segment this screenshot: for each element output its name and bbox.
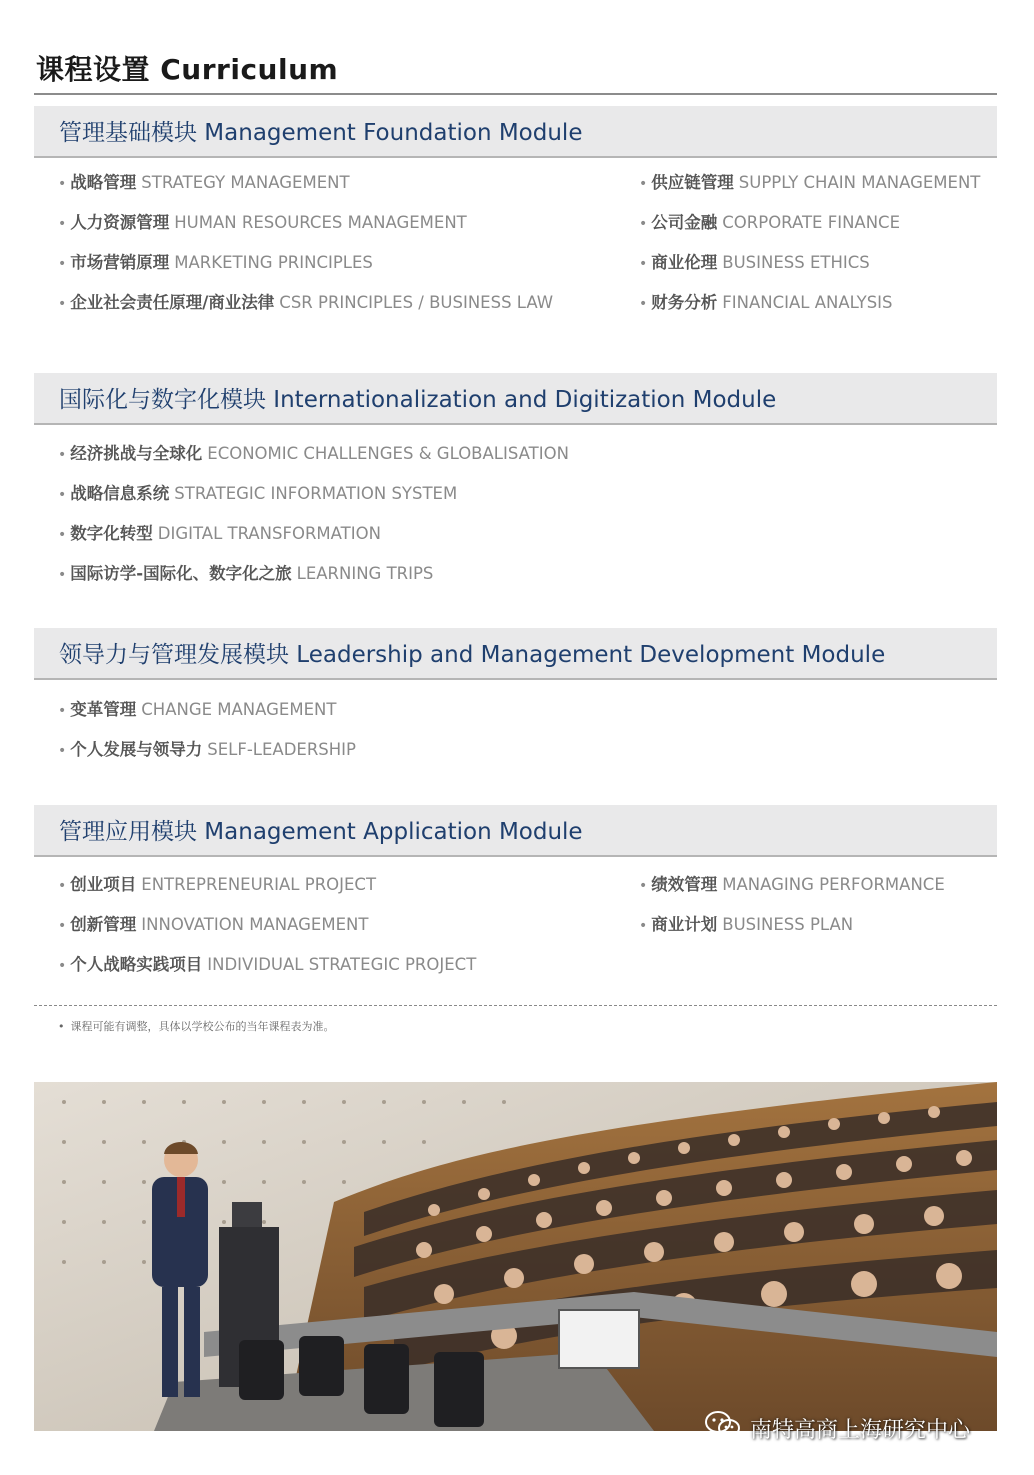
course-item	[58, 915, 368, 936]
course-name-en: CHANGE MANAGEMENT	[141, 700, 337, 719]
course-name-en: BUSINESS ETHICS	[722, 253, 870, 272]
module-title: 管理基础模块 Management Foundation Module	[59, 120, 583, 146]
course-item	[58, 875, 376, 896]
course-name-zh: 商业计划	[651, 915, 718, 934]
course-item	[58, 740, 356, 761]
course-name-zh: 个人战略实践项目	[70, 955, 203, 974]
module-header-foundation	[34, 106, 997, 158]
bullet: •	[639, 878, 648, 894]
course-name-en: ENTREPRENEURIAL PROJECT	[141, 875, 377, 894]
course-item	[639, 173, 980, 194]
module-header-leadership	[34, 628, 997, 680]
course-name-en: STRATEGY MANAGEMENT	[141, 173, 350, 192]
course-item	[58, 955, 476, 976]
course-name-en: STRATEGIC INFORMATION SYSTEM	[174, 484, 458, 503]
module-header-application	[34, 805, 997, 857]
bullet: •	[58, 256, 67, 272]
course-name-zh: 数字化转型	[70, 524, 153, 543]
course-name-en: SELF-LEADERSHIP	[207, 740, 356, 759]
course-name-zh: 财务分析	[651, 293, 718, 312]
course-name-en: HUMAN RESOURCES MANAGEMENT	[174, 213, 467, 232]
bullet: •	[58, 216, 67, 232]
course-name-en: SUPPLY CHAIN MANAGEMENT	[738, 173, 981, 192]
course-name-zh: 个人发展与领导力	[70, 740, 203, 759]
course-item	[58, 253, 373, 274]
module-title: 管理应用模块 Management Application Module	[59, 819, 583, 845]
course-name-zh: 国际访学-国际化、数字化之旅	[70, 564, 292, 583]
course-name-en: INNOVATION MANAGEMENT	[141, 915, 369, 934]
footnote-divider	[34, 1005, 997, 1006]
bullet: •	[639, 918, 648, 934]
course-item	[639, 213, 900, 234]
bullet: •	[58, 487, 67, 503]
course-item	[58, 700, 336, 721]
bullet: •	[58, 1020, 65, 1033]
course-name-zh: 商业伦理	[651, 253, 718, 272]
course-item	[58, 564, 433, 585]
course-item	[639, 253, 870, 274]
module-title: 领导力与管理发展模块 Leadership and Management Development Module	[59, 642, 886, 668]
course-name-zh: 人力资源管理	[70, 213, 170, 232]
course-name-en: MARKETING PRINCIPLES	[174, 253, 373, 272]
course-item	[58, 444, 569, 465]
course-name-zh: 变革管理	[70, 700, 137, 719]
course-name-en: CSR PRINCIPLES / BUSINESS LAW	[279, 293, 554, 312]
course-name-zh: 市场营销原理	[70, 253, 170, 272]
bullet: •	[58, 296, 67, 312]
course-name-en: ECONOMIC CHALLENGES & GLOBALISATION	[207, 444, 569, 463]
course-name-zh: 战略管理	[70, 173, 137, 192]
bullet: •	[58, 567, 67, 583]
lecture-hall-photo	[34, 1082, 997, 1431]
course-name-zh: 企业社会责任原理/商业法律	[70, 293, 275, 312]
bullet: •	[58, 918, 67, 934]
wechat-icon	[704, 1410, 742, 1446]
course-name-en: BUSINESS PLAN	[722, 915, 854, 934]
course-name-en: FINANCIAL ANALYSIS	[722, 293, 893, 312]
bullet: •	[639, 256, 648, 272]
bullet: •	[639, 216, 648, 232]
course-name-en: DIGITAL TRANSFORMATION	[157, 524, 381, 543]
course-item	[58, 524, 381, 545]
course-name-en: CORPORATE FINANCE	[722, 213, 901, 232]
title-divider	[34, 93, 997, 95]
bullet: •	[58, 743, 67, 759]
course-name-zh: 公司金融	[651, 213, 718, 232]
course-name-zh: 创新管理	[70, 915, 137, 934]
bullet: •	[58, 703, 67, 719]
course-item	[639, 915, 853, 936]
course-item	[639, 875, 945, 896]
bullet: •	[58, 176, 67, 192]
course-item	[639, 293, 893, 314]
course-name-en: LEARNING TRIPS	[296, 564, 434, 583]
footnote	[58, 1018, 335, 1034]
course-item	[58, 213, 467, 234]
watermark-text: 南特高商上海研究中心	[750, 1417, 971, 1443]
course-name-en: INDIVIDUAL STRATEGIC PROJECT	[207, 955, 477, 974]
course-item	[58, 293, 553, 314]
page-title: 课程设置 Curriculum	[36, 53, 339, 86]
module-title: 国际化与数字化模块 Internationalization and Digitization Module	[59, 387, 777, 413]
course-item	[58, 484, 457, 505]
module-header-international	[34, 373, 997, 425]
bullet: •	[58, 878, 67, 894]
bullet: •	[639, 296, 648, 312]
bullet: •	[58, 447, 67, 463]
watermark	[704, 1410, 970, 1446]
footnote-text: 课程可能有调整，具体以学校公布的当年课程表为准。	[70, 1020, 335, 1033]
course-name-zh: 战略信息系统	[70, 484, 170, 503]
course-name-zh: 供应链管理	[651, 173, 734, 192]
course-item	[58, 173, 350, 194]
bullet: •	[58, 958, 67, 974]
course-name-zh: 绩效管理	[651, 875, 718, 894]
course-name-en: MANAGING PERFORMANCE	[722, 875, 945, 894]
bullet: •	[58, 527, 67, 543]
bullet: •	[639, 176, 648, 192]
course-name-zh: 创业项目	[70, 875, 137, 894]
course-name-zh: 经济挑战与全球化	[70, 444, 203, 463]
